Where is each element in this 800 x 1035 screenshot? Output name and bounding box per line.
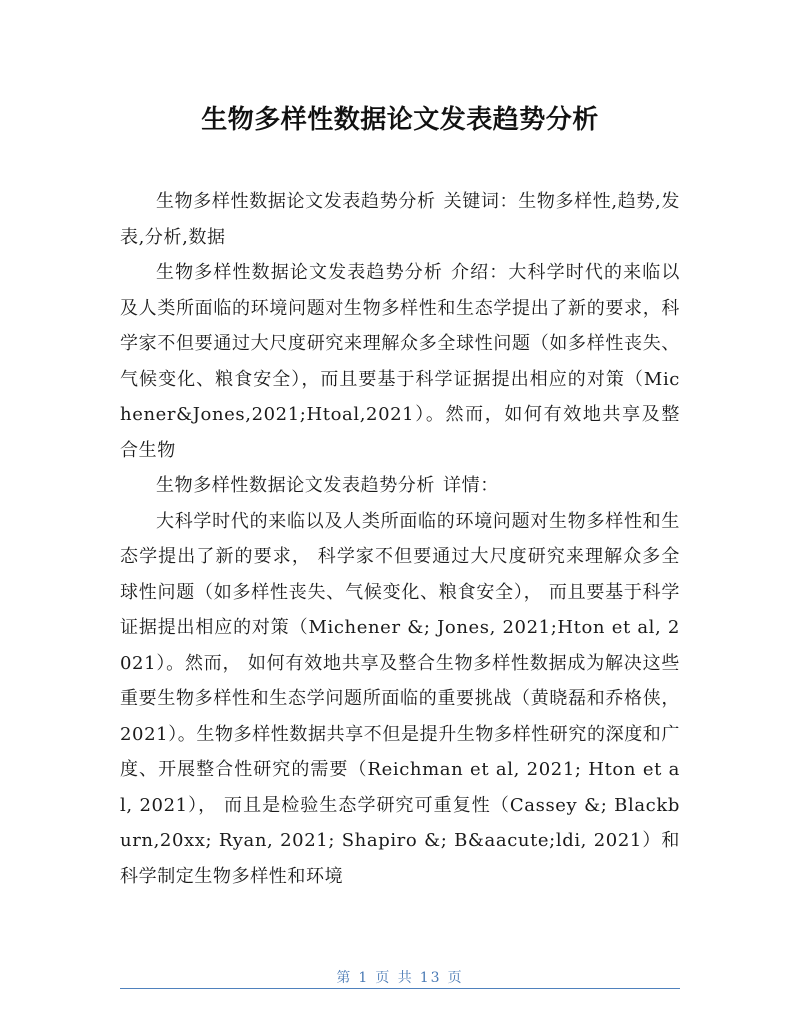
- intro-text: 介绍：大科学时代的来临以及人类所面临的环境问题对生物多样性和生态学提出了新的要求，科学家不但要通过大尺度研究来理解众多全球性问题（如多样性丧失、气候变化、粮食安全），而且要基于科学证据提出相应的对策（Michener&Jones,2021;Htoal,2021）。然而，如何有效地共享及整合生物: [120, 262, 681, 461]
- details-text: 大科学时代的来临以及人类所面临的环境问题对生物多样性和生态学提出了新的要求， 科学家不但要通过大尺度研究来理解众多全球性问题（如多样性丧失、气候变化、粮食安全）， 而且要基于科学证据提出相应的对策（Michener &; Jones, 2021;Hton et al, 2021）。然而， 如何有效地共享及整合生物多样性数据成为解决这些重要生物多样性和生态学问题所面临的重要挑战（黄晓磊和乔格侠，2021）。生物多样性数据共享不但是提升生物多样性研究的深度和广度、开展整合性研究的需要（Reichman et al, 2021; Hton et al, 2021）， 而且是检验生态学研究可重复性（Cassey &; Blackburn,20xx; Ryan, 2021; Shapiro &; B&aacute;ldi, 2021）和科学制定生物多样性和环境: [120, 510, 681, 887]
- paragraph-label: 生物多样性数据论文发表趋势分析: [156, 191, 436, 212]
- page-footer: [0, 967, 800, 987]
- page-total: 13: [419, 970, 442, 986]
- page-mid: 页 共: [375, 970, 414, 986]
- details-label-text: 详情：: [443, 475, 499, 496]
- paragraph-label: 生物多样性数据论文发表趋势分析: [156, 475, 435, 496]
- details-paragraph: [120, 504, 680, 895]
- footer-rule: [120, 988, 680, 989]
- keywords-text: 关键词：生物多样性,趋势,发表,分析,数据: [120, 191, 681, 248]
- page-prefix: 第: [336, 970, 353, 986]
- intro-paragraph: [120, 255, 680, 468]
- details-heading-paragraph: [120, 468, 680, 504]
- page-number: 1: [358, 970, 370, 986]
- page-suffix: 页: [447, 970, 464, 986]
- paragraph-label: 生物多样性数据论文发表趋势分析: [156, 262, 443, 283]
- document-body: [120, 184, 680, 894]
- keywords-paragraph: [120, 184, 680, 255]
- page-title: 生物多样性数据论文发表趋势分析: [201, 105, 599, 135]
